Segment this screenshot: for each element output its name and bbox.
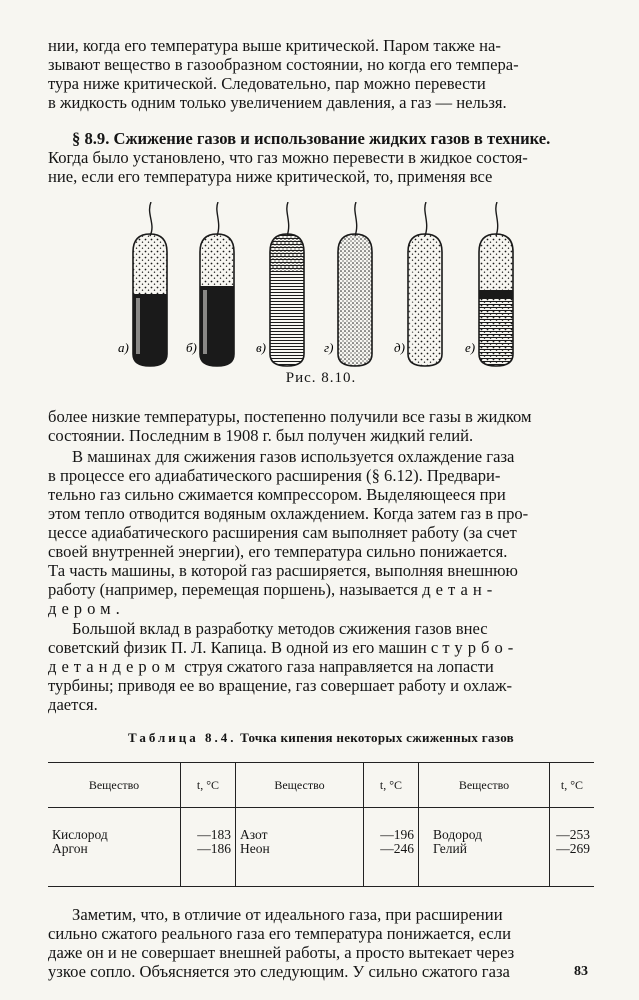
text-fragment: советский физик П. Л. Капица. В одной из его машин с [48, 638, 443, 657]
temp-cell: —253 —269 [550, 808, 595, 887]
temp-cell: —183 —186 [181, 808, 236, 887]
col-header: Вещество [419, 763, 550, 808]
text-line: Та часть машины, в которой газ расширяется, выполняя внешнюю [48, 561, 518, 580]
section-paragraph [48, 129, 594, 186]
table-number: Таблица 8.4. [127, 730, 237, 745]
col-header: t, °C [364, 763, 419, 808]
kapitsa-paragraph [48, 619, 594, 714]
term-turbodetander: детандером [48, 657, 181, 676]
text-line [48, 657, 594, 676]
text-line: Заметим, что, в отличие от идеального газа, при расширении [72, 905, 503, 924]
substance-cell: Водород Гелий [419, 808, 550, 887]
col-header: t, °C [181, 763, 236, 808]
text-line: турбины; приводя ее во вращение, газ совершает работу и охлаж- [48, 676, 513, 695]
substance-cell: Кислород Аргон [48, 808, 181, 887]
tube-label-a: а) [118, 340, 129, 355]
figure-8-10 [48, 202, 594, 394]
text-line: цессе адиабатического расширения сам выполняет работу (за счет [48, 523, 517, 542]
text-line: этом тепло отводится водяным охлаждением. Когда затем газ в про- [48, 504, 529, 523]
text-line: Большой вклад в разработку методов сжижения газов внес [72, 619, 488, 638]
text-fragment: работу (например, перемещая поршень), называется [48, 580, 423, 599]
section-title: § 8.9. Сжижение газов и использование жидких газов в технике. [72, 129, 551, 148]
text-line: тельно газ сильно сжимается компрессором. Выделяющееся при [48, 485, 506, 504]
text-line: В машинах для сжижения газов используется охлаждение газа [72, 447, 515, 466]
page-number: 83 [574, 964, 588, 979]
tube-v [270, 202, 304, 366]
temp-cell: —196 —246 [364, 808, 419, 887]
text-line: тура ниже критической. Следовательно, пар можно перевести [48, 74, 486, 93]
text-line: в процессе его адиабатического расширения (§ 6.12). Предвари- [48, 466, 501, 485]
text-line: даже он и не совершает внешней работы, а просто вытекает через [48, 943, 515, 962]
machines-paragraph [48, 447, 594, 618]
term-detander-end: дером. [48, 599, 125, 618]
text-line [48, 580, 594, 599]
text-line: состоянии. Последним в 1908 г. был получен жидкий гелий. [48, 426, 474, 445]
text-line: узкое сопло. Объясняется это следующим. У сильно сжатого газа [48, 962, 510, 981]
boiling-points-table [48, 762, 594, 887]
text-fragment: струя сжатого газа направляется на лопасти [180, 657, 494, 676]
text-line: дается. [48, 695, 98, 714]
text-line: Когда было установлено, что газ можно перевести в жидкое состоя- [48, 148, 528, 167]
text-line [48, 638, 594, 657]
substance-cell: Азот Неон [236, 808, 364, 887]
bottom-paragraph [48, 905, 594, 981]
tube-d [408, 202, 442, 366]
tube-e [479, 202, 513, 366]
after-figure-paragraph [48, 407, 594, 445]
text-line: ние, если его температура ниже критической, то, применяя все [48, 167, 493, 186]
tube-label-g: г) [324, 340, 334, 355]
text-line: своей внутренней энергии), его температура сильно понижается. [48, 542, 508, 561]
col-header: Вещество [236, 763, 364, 808]
table-header-row [48, 763, 594, 808]
term-detander: детан- [422, 580, 498, 599]
table-title [48, 730, 594, 746]
text-line: нии, когда его температура выше критической. Паром также на- [48, 36, 501, 55]
intro-paragraph [48, 36, 594, 112]
tube-b [200, 202, 234, 366]
col-header: t, °C [550, 763, 595, 808]
text-line: зывают вещество в газообразном состоянии, но когда его темпера- [48, 55, 519, 74]
tube-label-d: д) [394, 340, 405, 355]
figure-caption: Рис. 8.10. [285, 370, 357, 386]
text-line: более низкие температуры, постепенно получили все газы в жидком [48, 407, 532, 426]
table-caption: Точка кипения некоторых сжиженных газов [236, 730, 515, 745]
tube-g [338, 202, 372, 366]
tube-label-e: е) [465, 340, 476, 355]
text-line: в жидкость одним только увеличением давления, а газ — нельзя. [48, 93, 507, 112]
tube-label-v: в) [256, 340, 266, 355]
tube-a [133, 202, 167, 366]
tube-label-b: б) [186, 340, 197, 355]
page [48, 36, 594, 981]
text-line: сильно сжатого реального газа его температура понижается, если [48, 924, 511, 943]
table-row [48, 808, 594, 887]
text-line [48, 599, 594, 618]
term-turbo: турбо- [442, 638, 519, 657]
tubes-illustration [48, 202, 594, 372]
col-header: Вещество [48, 763, 181, 808]
